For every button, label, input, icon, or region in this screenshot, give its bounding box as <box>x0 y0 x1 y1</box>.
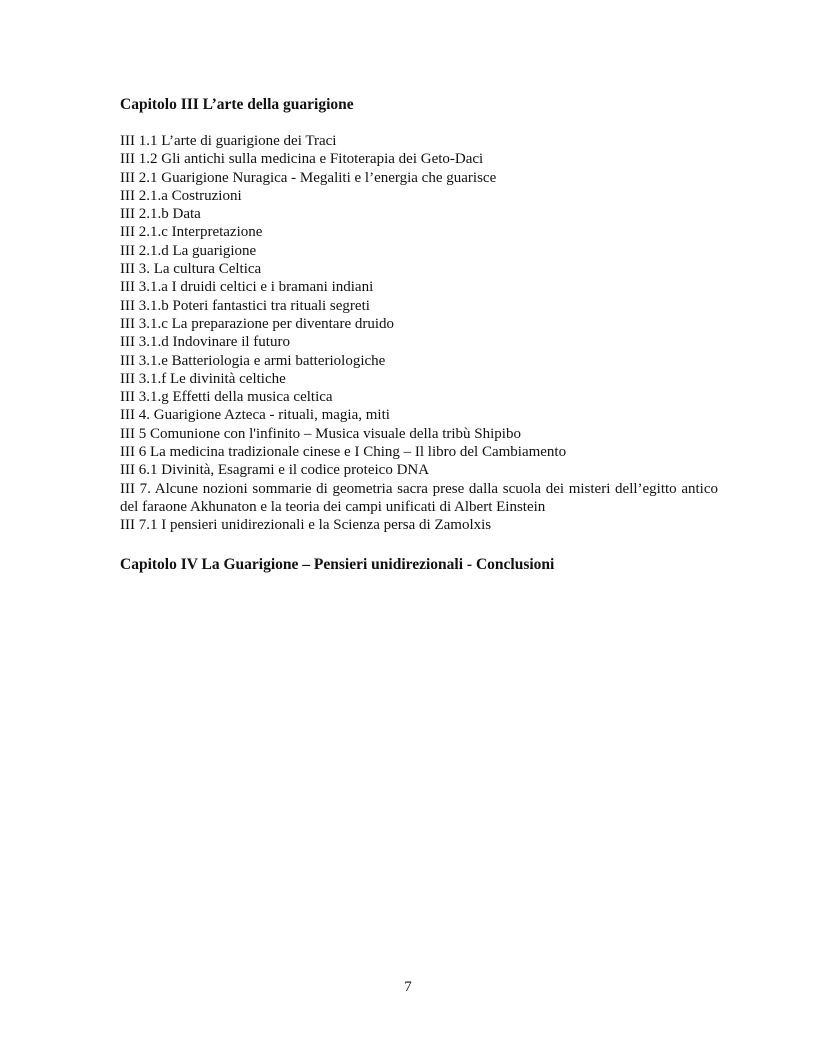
toc-entry: III 2.1.d La guarigione <box>120 242 257 259</box>
toc-entry: III 2.1 Guarigione Nuragica - Megaliti e l’energia che guarisce <box>120 169 497 186</box>
toc-entry: III 6.1 Divinità, Esagrami e il codice proteico DNA <box>120 462 430 479</box>
toc-entry: III 3.1.b Poteri fantastici tra rituali segreti <box>120 297 370 314</box>
toc-entry: III 3.1.d Indovinare il futuro <box>120 334 290 351</box>
chapter-4-heading: Capitolo IV La Guarigione – Pensieri unidirezionali - Conclusioni <box>120 556 555 573</box>
page-number: 7 <box>404 979 412 995</box>
toc-entry: III 3.1.c La preparazione per diventare druido <box>120 315 395 332</box>
toc-entry: III 1.1 L’arte di guarigione dei Traci <box>120 133 337 149</box>
toc-entry: III 3.1.a I druidi celtici e i bramani indiani <box>120 279 374 296</box>
toc-entry: III 3. La cultura Celtica <box>120 261 262 278</box>
toc-entry: III 2.1.a Costruzioni <box>120 187 242 204</box>
toc-entry: III 5 Comunione con l'infinito – Musica visuale della tribù Shipibo <box>120 425 521 442</box>
toc-entry: III 2.1.b Data <box>120 206 201 223</box>
toc-entry: III 7. Alcune nozioni sommarie di geometria sacra prese dalla scuola dei misteri dell’egitto antico del faraone Akhunaton e la teoria dei campi unificati di Albert Einstein <box>120 480 718 515</box>
chapter-3-heading: Capitolo III L’arte della guarigione <box>120 96 354 113</box>
toc-entry: III 1.2 Gli antichi sulla medicina e Fitoterapia dei Geto-Daci <box>120 151 484 168</box>
toc-entry: III 3.1.f Le divinità celtiche <box>120 370 286 387</box>
toc-entry: III 6 La medicina tradizionale cinese e I Ching – Il libro del Cambiamento <box>120 444 567 461</box>
toc-entry: III 2.1.c Interpretazione <box>120 224 263 241</box>
toc-entry: III 3.1.g Effetti della musica celtica <box>120 389 333 406</box>
toc-entry: III 3.1.e Batteriologia e armi batteriologiche <box>120 352 386 369</box>
table-of-contents-list <box>120 132 718 535</box>
toc-entry: III 7.1 I pensieri unidirezionali e la Scienza persa di Zamolxis <box>120 517 492 534</box>
toc-entry: III 4. Guarigione Azteca - rituali, magia, miti <box>120 407 390 424</box>
